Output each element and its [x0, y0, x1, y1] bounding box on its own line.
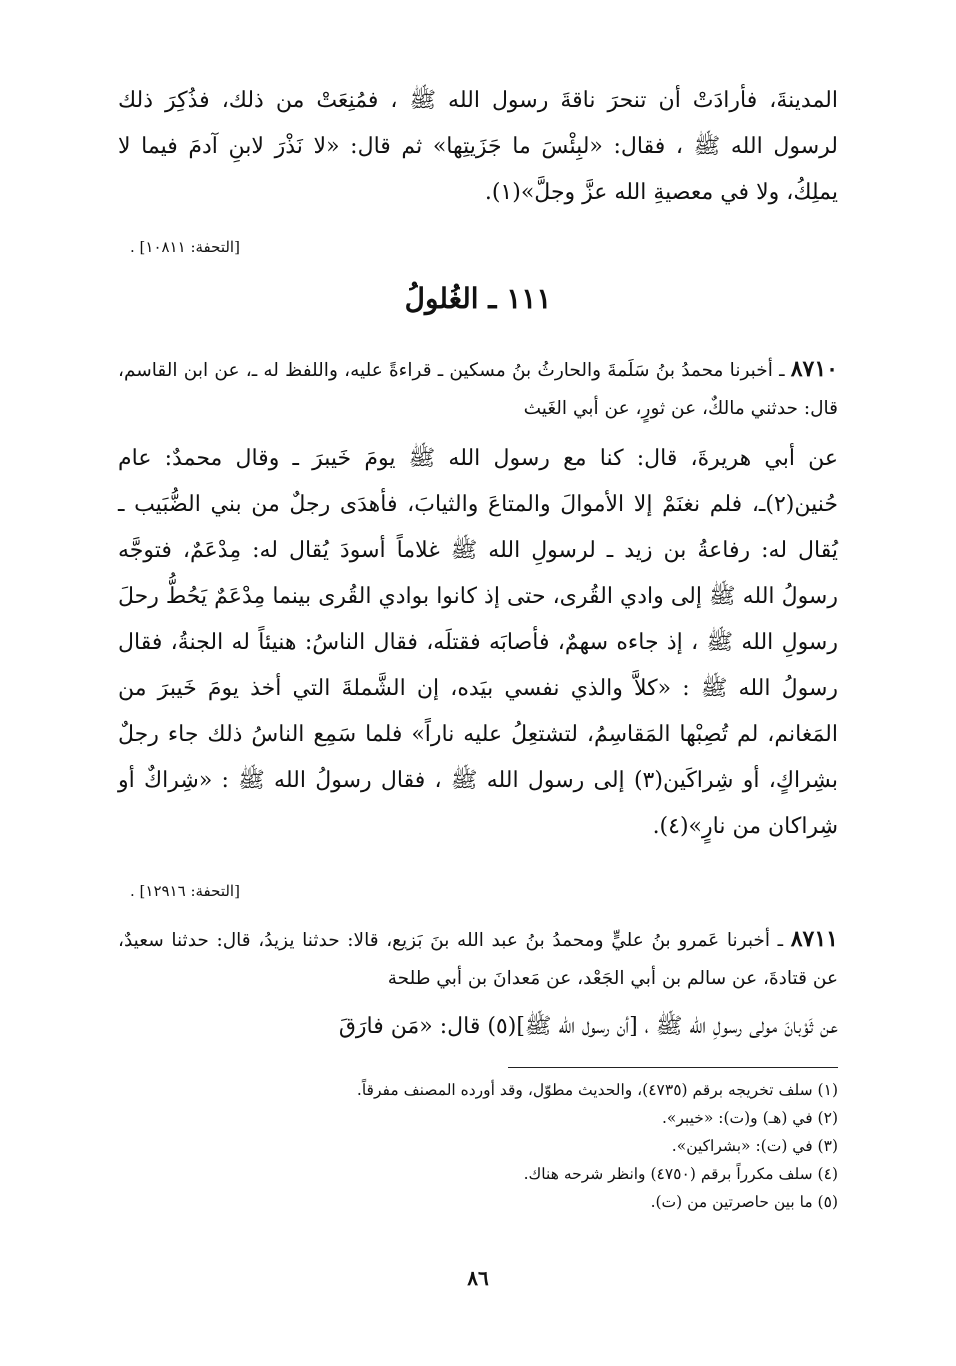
hadith-8711-isnad: ـ أخبرنا عَمرو بنُ عليٍّ ومحمدُ بنُ عبد الله بنَ بَزيع، قالا: حدثنا يزيدُ، قال: حدثنا سعيدٌ، عن قتادةَ، عن سالم بن أبي الجَعْد، عن مَعدانَ بن أبي طلحة [118, 930, 838, 989]
hadith-8710-isnad: ـ أخبرنا محمدُ بنُ سَلَمةَ والحارثُ بنُ مسكين ـ قراءةً عليه، واللفظ له ـ، عن ابن القاسم، قال: حدثني مالكٌ، عن ثورٍ، عن أبي الغَيث [118, 360, 838, 419]
page-number: ٨٦ [467, 1266, 489, 1290]
footnote-separator [508, 1067, 838, 1068]
tuhfa-reference-12916: [التحفة: ١٢٩١٦] . [130, 882, 240, 900]
continued-hadith-paragraph: المدينةَ، فأرادَتْ أن تنحرَ ناقةَ رسول الله ﷺ ، فمُنِعَتْ من ذلك، فذُكِرَ ذلك لرسول الله ﷺ ، فقال: «لبِئْسَ ما جَزَيتِها» ثم قال: «لا نَذْرَ لابنِ آدمَ فيما لا يملِكُ، ولا في معصيةِ الله عزَّ وجلَّ»(١). [118, 88, 838, 205]
hadith-8710-intro [118, 350, 838, 428]
footnote-3: (٣) في (ت): «بشراكين». [671, 1137, 838, 1155]
hadith-8711-intro [118, 920, 838, 998]
footnote-4: (٤) سلف مكرراً برقم (٤٧٥٠) وانظر شرحه هناك. [523, 1165, 838, 1183]
tuhfa-reference-10811: [التحفة: ١٠٨١١] . [130, 238, 240, 256]
footnote-2: (٢) في (هـ) و(ت): «خيبر». [661, 1109, 838, 1127]
footnotes [118, 1076, 838, 1216]
hadith-number-8710: ٨٧١٠ [790, 356, 838, 382]
chapter-heading: ١١١ ـ الغُلولُ [404, 282, 552, 315]
footnote-5: (٥) ما بين حاصرتين من (ت). [650, 1193, 838, 1211]
hadith-8711-body: عن ثَوْبانَ مولى رسولِ الله ﷺ ، [أن رسول الله ﷺ](٥) قال: «مَن فارَقَ [338, 1014, 838, 1039]
footnote-1: (١) سلف تخريجه برقم (٤٧٣٥)، والحديث مطوّل، وقد أورده المصنف مفرقاً. [356, 1081, 838, 1099]
hadith-8710-body: عن أبي هريرةَ، قال: كنا مع رسول الله ﷺ يومَ خَيبرَ ـ وقال محمدٌ: عام حُنين(٢)ـ، فلم نغنَمْ إلا الأموالَ والمتاعَ والثيابَ، فأهدَى رجلٌ من بني الضُّبَيب ـ يُقال له: رفاعةُ بن زيد ـ لرسولِ الله ﷺ غلاماً أسودَ يُقال له: مِدْعَمٌ، فتوجَّه رسولُ الله ﷺ إلى وادي القُرى، حتى إذ كانوا بوادي القُرى بينما مِدْعَمٌ يَحُطُّ رحلَ رسولِ الله ﷺ ، إذ جاءه سهمٌ، فأصابَه فقتلَه، فقال الناسُ: هنيئاً له الجنةُ، فقال رسولُ الله ﷺ : «كلاَّ والذي نفسي بيَده، إن الشَّملةَ التي أخذ يومَ خَيبرَ من المَغانم، لم تُصِبْها المَقاسِمُ، لتشتعِلُ عليه ناراً» فلما سَمِع الناسُ ذلك جاء رجلٌ بشِراكٍ، أو شِراكَين(٣) إلى رسول الله ﷺ ، فقال رسولُ الله ﷺ : «شِراكٌ أو شِراكان من نارٍ»(٤). [118, 446, 838, 839]
hadith-number-8711: ٨٧١١ [790, 926, 838, 952]
